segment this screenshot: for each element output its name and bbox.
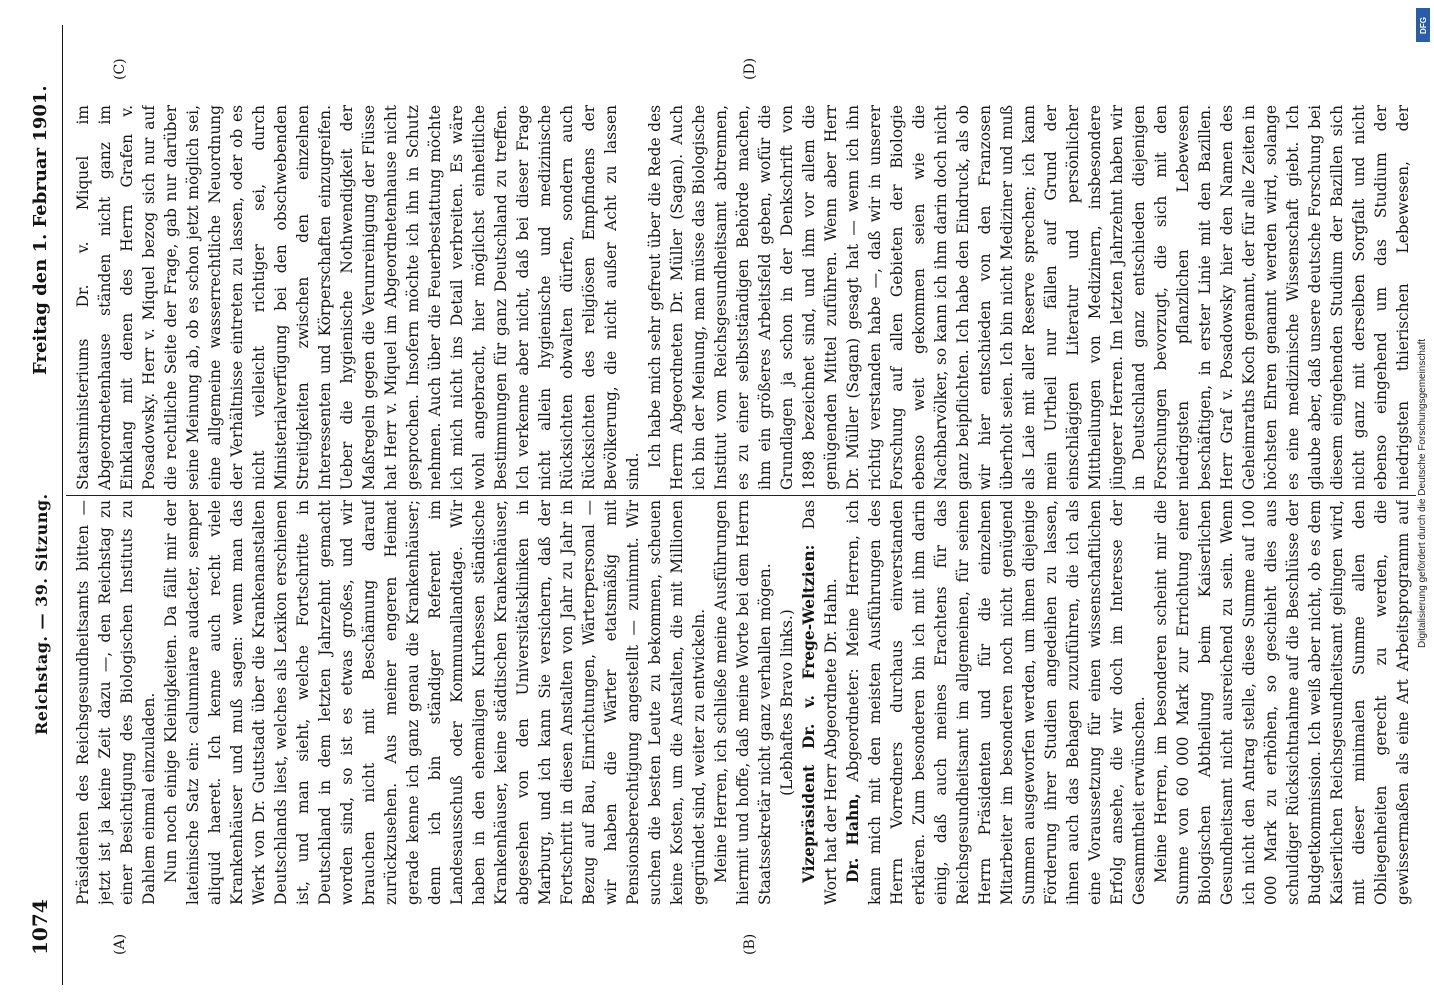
paragraph-text: Ich habe mich sehr gefreut über die Rede des Herrn Abgeordneten Dr. Müller (Sagan). Auch ich bin der Meinung, man müsse das Biologische Institut vom Reichsgesundheitsamt abtrennen, es zu einer selbstständigen Behörde machen, ihm ein größeres Arbeitsfeld geben, wofür die Grundlagen ja schon in der Denkschrift von 1898 bezeichnet sind, und ihm vor allem die genügenden Mittel zuführen. Wenn aber Herr Dr. Müller (Sagan) gesagt hat — wenn ich ihn richtig verstanden habe —, daß wir in unserer Forschung auf allen Gebieten der Biologie ebenso weit gekommen seien wie die Nachbarvölker, so kann ich ihm darin doch nicht ganz beipflichten. Ich habe den Eindruck, als ob wir hier entschieden von den Franzosen überholt seien. Ich bin nicht Mediziner und muß als Laie mit aller Reserve sprechen; ich kann mein Urtheil nur fällen auf Grund der einschlägigen Literatur und persönlicher Mittheilungen von Medizinern, insbesondere jüngerer Herren. Im letzten Jahrzehnt haben wir in Deutschland ganz entschieden diejenigen Forschungen bevorzugt, die sich mit den niedrigsten pflanzlichen Lebewesen beschäftigen, in erster Linie mit den Bazillen. Herr Graf v. Posadowsky hier den Namen des Geheimraths Koch genannt, der für alle Zeiten in höchsten Ehren genannt werden wird, solange es eine medizinische Wissenschaft giebt. Ich glaube aber, daß unsere deutsche Forschung bei diesem eingehenden Studium der Bazillen sich nicht ganz mit derselben Sorgfalt und nicht ebenso eingehend um das Studium der niedrigsten thierischen Lebewesen, der xyxy=(646,105,1412,490)
margin-mark-d: (D) xyxy=(742,57,758,80)
header-left-title: Reichstag. — 39. Sitzung. xyxy=(32,493,51,735)
left-column xyxy=(72,500,1412,905)
speaker-name: Vizepräsident Dr. v. Frege-Weltzien: xyxy=(800,544,818,883)
margin-mark-c: (C) xyxy=(112,58,128,80)
paragraph xyxy=(842,500,1150,905)
paragraph xyxy=(160,500,710,905)
dfg-logo xyxy=(1416,8,1430,42)
paragraph-text: Nun noch einige Kleinigkeiten. Da fällt mir der lateinische Satz ein: calumniare audacter, semper aliquid haeret. Ich kenne auch recht viele Krankenhäuser und muß sagen: wenn man das Werk von Dr. Guttstadt über die Krankenanstalten Deutschlands liest, welches als Lexikon erschienen ist, und man sieht, welche Fortschritte in Deutschland in dem letzten Jahrzehnt gemacht worden sind, so ist es etwas großes, und wir brauchen nicht mit Beschämung darauf zurückzusehen. Aus meiner engeren Heimat gerade kenne ich ganz genau die Krankenhäuser; denn ich bin ständiger Referent im Landesausschuß oder Kommunallandtage. Wir haben in den ehemaligen Kurhessen ständische Krankenhäuser, keine städtischen Krankenhäuser, abgesehen von den Universitätskliniken in Marburg, und ich kann Sie versichern, daß der Fortschritt in diesen Anstalten von Jahr zu Jahr in Bezug auf Bau, Einrichtungen, Wärterpersonal — wir haben die Wärter etatsmäßig mit Pensionsberechtigung angestellt — zunimmt. Wir suchen die besten Leute zu bekommen, scheuen keine Kosten, um die Anstalten, die mit Millionen gegründet sind, weiter zu entwickeln. xyxy=(162,500,708,905)
paragraph-text: Staatsministeriums Dr. v. Miquel im Abgeordnetenhause ständen nicht ganz im Einklang mit denen des Herrn Grafen v. Posadowsky. Herr v. Miquel bezog sich nur auf die rechtliche Seite der Frage, gab nur darüber seine Meinung ab, ob es schon jetzt möglich sei, eine allgemeine wasserrechtliche Neuordnung der Verhältnisse eintreten zu lassen, oder ob es nicht vielleicht richtiger sei, durch Ministerialverfügung bei den obschwebenden Streitigkeiten zwischen den einzelnen Interessenten und Körperschaften einzugreifen. Ueber die hygienische Nothwendigkeit der Maßregeln gegen die Verunreinigung der Flüsse hat Herr v. Miquel im Abgeordnetenhause nicht gesprochen. Insofern möchte ich ihn in Schutz nehmen. Auch über die Feuerbestattung möchte ich mich nicht ins Detail verbreiten. Es wäre wohl angebracht, hier möglichst einheitliche Bestimmungen für ganz Deutschland zu treffen. Ich verkenne aber nicht, daß bei dieser Frage nicht allein hygienische und medizinische Rücksichten obwalten dürfen, sondern auch Rücksichten des religiösen Empfindens der Bevölkerung, die nicht außer Acht zu lassen sind. xyxy=(74,105,642,490)
column-divider xyxy=(66,495,1416,496)
paragraph-text: Meine Herren, ich schließe meine Ausführungen hiermit und hoffe, daß meine Worte bei dem Herrn Staatssekretär nicht ganz verhallen mögen. xyxy=(712,500,774,905)
header-right-title: Freitag den 1. Februar 1901. xyxy=(30,85,51,375)
digitization-note-text: Digitalisierung gefördert durch die Deutsche Forschungsgemeinschaft xyxy=(1417,338,1428,648)
margin-mark-b: (B) xyxy=(742,933,758,955)
right-column xyxy=(72,105,1412,490)
margin-mark-a: (A) xyxy=(112,933,128,955)
paragraph xyxy=(72,500,160,905)
paragraph xyxy=(72,105,644,490)
paragraph xyxy=(1150,500,1412,905)
digitization-note xyxy=(1416,8,1430,648)
page-header xyxy=(22,25,63,985)
paragraph-text: (Lebhaftes Bravo links.) xyxy=(778,609,796,796)
paragraph-text: Meine Herren, im besonderen scheint mir die Summe von 60 000 Mark zur Errichtung einer Biologischen Abtheilung beim Kaiserlichen Gesundheitsamt nicht ausreichend zu sein. Wenn ich nicht den Antrag stelle, diese Summe auf 100 000 Mark zu erhöhen, so geschieht dies aus schuldiger Rücksichtnahme auf die Beschlüsse der Budgetkommission. Ich weiß aber nicht, ob es dem Kaiserlichen Reichsgesundheitsamt gelingen wird, mit dieser minimalen Summe allen den Obliegenheiten gerecht zu werden, die gewissermaßen als eine Art Arbeitsprogramm auf xyxy=(1152,500,1412,905)
scanned-page xyxy=(22,25,1432,985)
paragraph-text: Das Wort hat der Herr Abgeordnete Dr. Hahn. xyxy=(800,500,840,905)
paragraph-text: Abgeordneter: Meine Herren, ich kann mich mit den meisten Ausführungen des Herrn Vorredners durchaus einverstanden erklären. Zum besonderen bin ich mit ihm darin einig, daß auch meines Erachtens für das Reichsgesundheitsamt im allgemeinen, für seinen Herrn Präsidenten und für die einzelnen Mitarbeiter im besonderen noch nicht genügend Summen ausgeworfen werden, um ihnen diejenige Förderung ihrer Studien angedeihen zu lassen, ihnen auch das Behagen zuzuführen, die ich als eine Voraussetzung für einen wissenschaftlichen Erfolg ansehe, die wir doch im Interesse der Gesammtheit erwünschen. xyxy=(844,500,1148,905)
paragraph xyxy=(798,500,842,905)
paragraph xyxy=(776,500,798,905)
page-number: 1074 xyxy=(28,899,52,955)
speaker-name: Dr. Hahn, xyxy=(844,793,862,883)
dfg-logo-text: DFG xyxy=(1418,16,1428,34)
paragraph-text: Präsidenten des Reichsgesundheitsamts bitten — jetzt ist ja keine Zeit dazu —, den Reichstag zu einer Besichtigung des Biologischen Instituts zu Dahlem einmal einzuladen. xyxy=(74,500,158,905)
paragraph xyxy=(710,500,776,905)
paragraph xyxy=(644,105,1412,490)
